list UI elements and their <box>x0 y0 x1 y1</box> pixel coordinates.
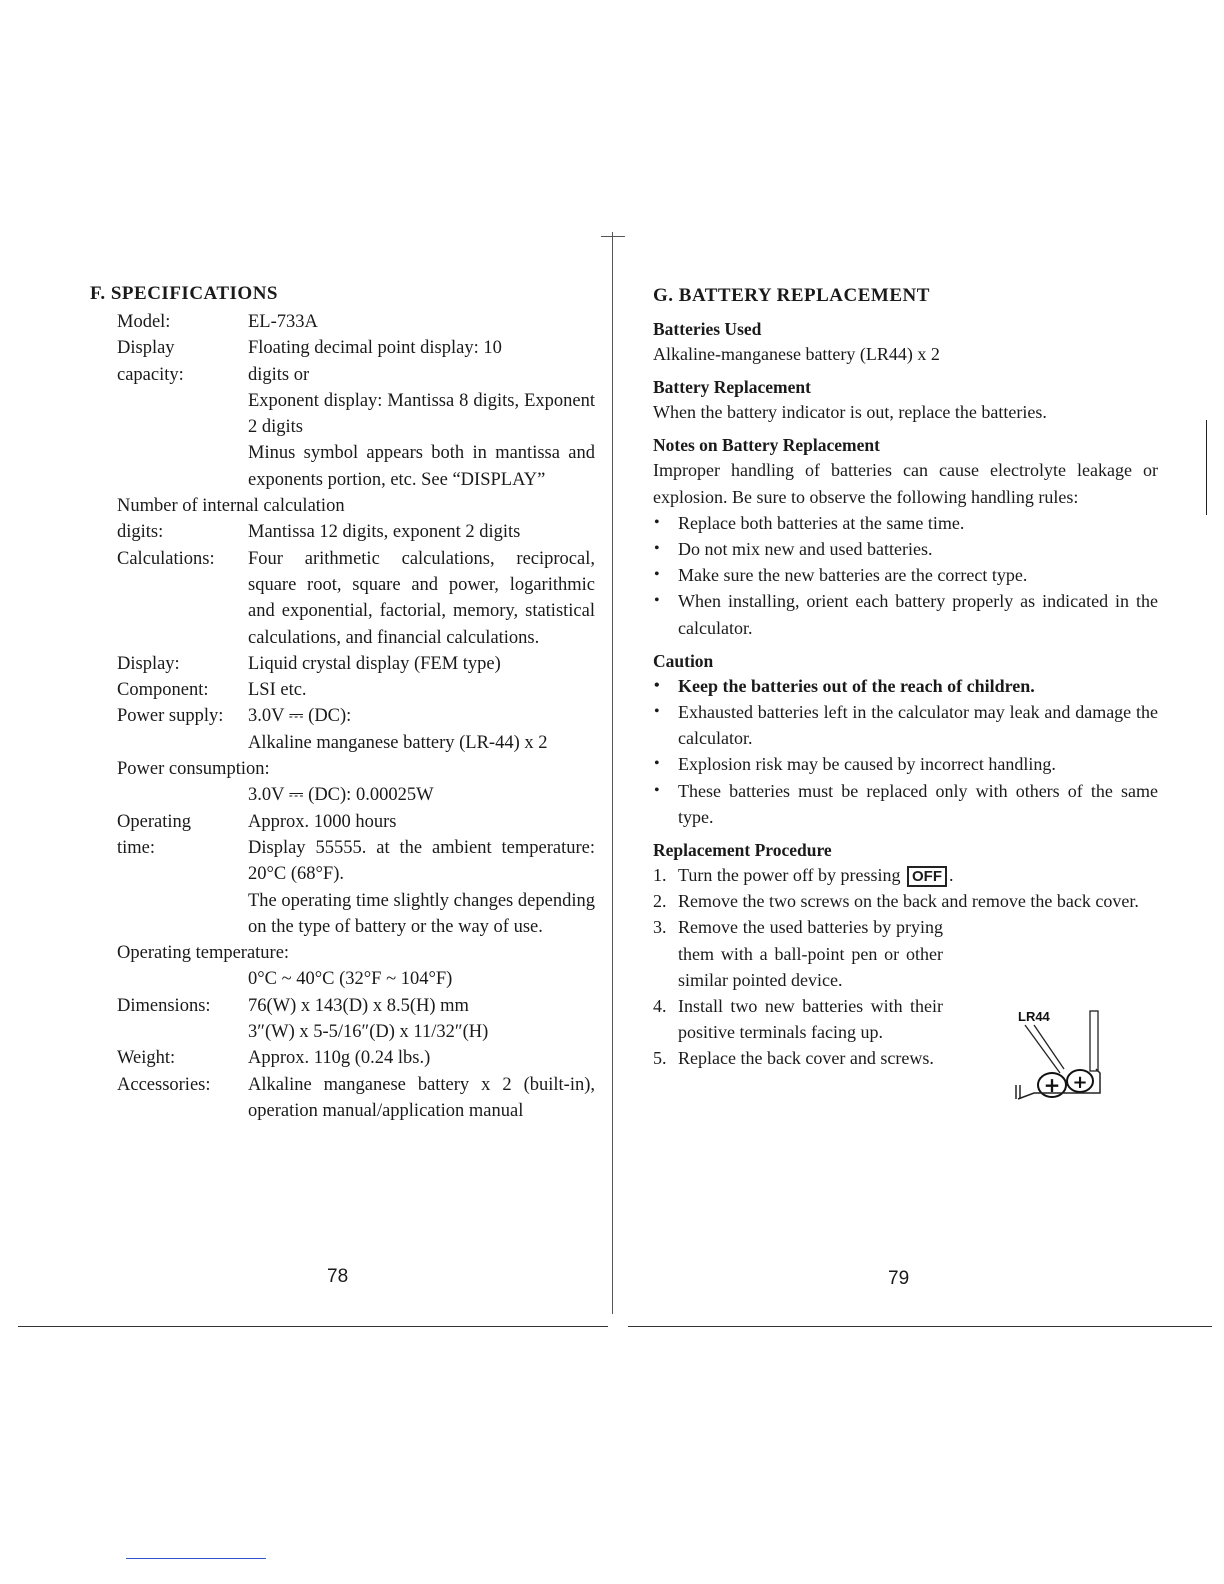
page-number-right: 79 <box>888 1268 910 1289</box>
spec-row-weight <box>117 1045 595 1071</box>
step-number: 1. <box>653 865 667 886</box>
right-page <box>653 285 1158 1072</box>
spec-label: Accessories: <box>117 1074 211 1095</box>
page-number-left: 78 <box>327 1266 349 1287</box>
spec-label: Number of internal calculation <box>117 496 345 517</box>
plus-icon: + <box>1072 1072 1088 1093</box>
spec-value: 3.0V ⎓ (DC): <box>248 706 352 727</box>
step-text: Replace the back cover and screws. <box>678 1048 934 1069</box>
spec-label: Display <box>117 338 175 359</box>
list-item: • Explosion risk may be caused by incorrect handling. <box>653 751 1158 777</box>
spec-row-component <box>117 677 595 703</box>
step-number: 3. <box>653 917 667 938</box>
spec-label: Operating <box>117 811 191 832</box>
list-item: • These batteries must be replaced only with others of the same type. <box>653 778 1158 830</box>
spec-value: digits or <box>248 364 310 385</box>
spec-value: Approx. 110g (0.24 lbs.) <box>248 1048 431 1069</box>
spec-label: Calculations: <box>117 548 215 569</box>
spec-value: Floating decimal point display: 10 <box>248 338 502 359</box>
left-page <box>90 283 595 1124</box>
spec-row-dimensions <box>117 993 595 1019</box>
battery-replacement-text: When the battery indicator is out, replace the batteries. <box>653 402 1047 423</box>
spec-value: Liquid crystal display (FEM type) <box>248 653 501 674</box>
spec-value: Approx. 1000 hours <box>248 811 397 832</box>
procedure-step <box>653 993 943 1045</box>
spec-row-display-capacity-2 <box>117 362 595 388</box>
spec-value: The operating time slightly changes depending on the type of battery or the way of use. <box>248 890 595 937</box>
list-item: • Replace both batteries at the same time. <box>653 510 1158 536</box>
notes-text: Improper handling of batteries can cause electrolyte leakage or explosion. Be sure to observe the following handling rules: <box>653 460 1158 507</box>
notes-heading: Notes on Battery Replacement <box>653 435 880 456</box>
specifications-title: F. SPECIFICATIONS <box>90 283 278 304</box>
spec-label: Component: <box>117 680 209 701</box>
procedure-step <box>653 914 943 993</box>
spec-value: Exponent display: Mantissa 8 digits, Exponent 2 digits <box>248 390 595 438</box>
spec-value: 0°C ~ 40°C (32°F ~ 104°F) <box>248 969 453 990</box>
spec-row-internal-digits <box>117 519 595 545</box>
spec-row-display-capacity <box>117 335 595 361</box>
list-item: • When installing, orient each battery properly as indicated in the calculator. <box>653 588 1158 640</box>
spec-label: Model: <box>117 312 171 332</box>
page-gutter-divider <box>612 232 613 1314</box>
pen-line-icon <box>1034 1025 1064 1069</box>
list-item: • Do not mix new and used batteries. <box>653 536 1158 562</box>
battery-replacement-heading: Battery Replacement <box>653 377 811 398</box>
spec-value: 76(W) x 143(D) x 8.5(H) mm <box>248 995 469 1016</box>
spec-list <box>117 309 595 1124</box>
step-text: Remove the used batteries by prying them with a ball-point pen or other similar pointed device. <box>678 917 943 990</box>
battery-replacement-title: G. BATTERY REPLACEMENT <box>653 285 930 306</box>
spec-label: time: <box>117 837 156 858</box>
divider-top-tick <box>601 236 625 237</box>
step-text: Remove the two screws on the back and remove the back cover. <box>678 891 1139 912</box>
spec-label: Weight: <box>117 1048 176 1069</box>
spec-value: Alkaline manganese battery (LR-44) x 2 <box>248 732 548 753</box>
bottom-rule-right <box>628 1326 1212 1327</box>
battery-removal-figure-icon <box>1012 1007 1104 1103</box>
plus-icon: + <box>1043 1073 1061 1097</box>
spec-label: Dimensions: <box>117 995 211 1016</box>
spec-label: Power consumption: <box>117 759 270 780</box>
step-number: 2. <box>653 891 667 912</box>
spec-row-display-type <box>117 651 595 677</box>
step-number: 5. <box>653 1048 667 1069</box>
edge-mark <box>1206 420 1207 515</box>
spec-label: capacity: <box>117 364 184 385</box>
spec-label: Display: <box>117 653 180 674</box>
spec-value: 3.0V ⎓ (DC): 0.00025W <box>248 785 434 806</box>
spec-value: Minus symbol appears both in mantissa and exponents portion, etc. See “DISPLAY” <box>248 443 595 490</box>
spec-value: EL-733A <box>248 312 318 332</box>
spec-value: Alkaline manganese battery x 2 (built-in), operation manual/application manual <box>248 1074 595 1121</box>
spec-value: Display 55555. at the ambient temperature: 20°C (68°F). <box>248 837 595 885</box>
procedure-heading: Replacement Procedure <box>653 840 832 861</box>
spec-value: Four arithmetic calculations, reciprocal, square root, square and power, logarithmic and exponential, factorial, memory, statistical calculations, and financial calculations. <box>248 548 595 648</box>
spec-value: LSI etc. <box>248 680 307 701</box>
list-item: • Exhausted batteries left in the calculator may leak and damage the calculator. <box>653 699 1158 751</box>
spec-label: digits: <box>117 522 164 543</box>
spec-value: 3″(W) x 5-5/16″(D) x 11/32″(H) <box>248 1022 489 1043</box>
step-punct: . <box>949 865 954 886</box>
caution-heading: Caution <box>653 650 714 671</box>
spec-value: Mantissa 12 digits, exponent 2 digits <box>248 522 521 543</box>
spec-label: Operating temperature: <box>117 943 290 964</box>
spec-label: Power supply: <box>117 706 224 727</box>
spec-row-calculations <box>117 546 595 651</box>
list-item: • Make sure the new batteries are the correct type. <box>653 562 1158 588</box>
spec-row-accessories <box>117 1072 595 1125</box>
list-item: • Keep the batteries out of the reach of children. <box>653 673 1158 699</box>
off-key-icon: OFF <box>907 866 947 887</box>
pen-line-icon <box>1025 1025 1060 1073</box>
procedure-step <box>653 862 1158 888</box>
caution-list <box>653 673 1158 830</box>
bottom-rule-left <box>18 1326 608 1327</box>
batteries-used-text: Alkaline-manganese battery (LR44) x 2 <box>653 344 940 364</box>
step-text: Turn the power off by pressing <box>678 865 901 886</box>
bottom-link-line <box>126 1558 266 1559</box>
figure-label: LR44 <box>1018 1009 1050 1024</box>
procedure-step <box>653 888 1158 914</box>
step-number: 4. <box>653 996 667 1017</box>
batteries-used-heading: Batteries Used <box>653 319 762 339</box>
spec-row-operating-time-2 <box>117 835 595 888</box>
screwdriver-icon <box>1090 1011 1098 1071</box>
spec-row-operating-time <box>117 809 595 835</box>
spec-row-model <box>117 309 595 335</box>
step-text: Install two new batteries with their positive terminals facing up. <box>678 996 943 1043</box>
spec-row-power-supply <box>117 703 595 729</box>
notes-list <box>653 510 1158 641</box>
